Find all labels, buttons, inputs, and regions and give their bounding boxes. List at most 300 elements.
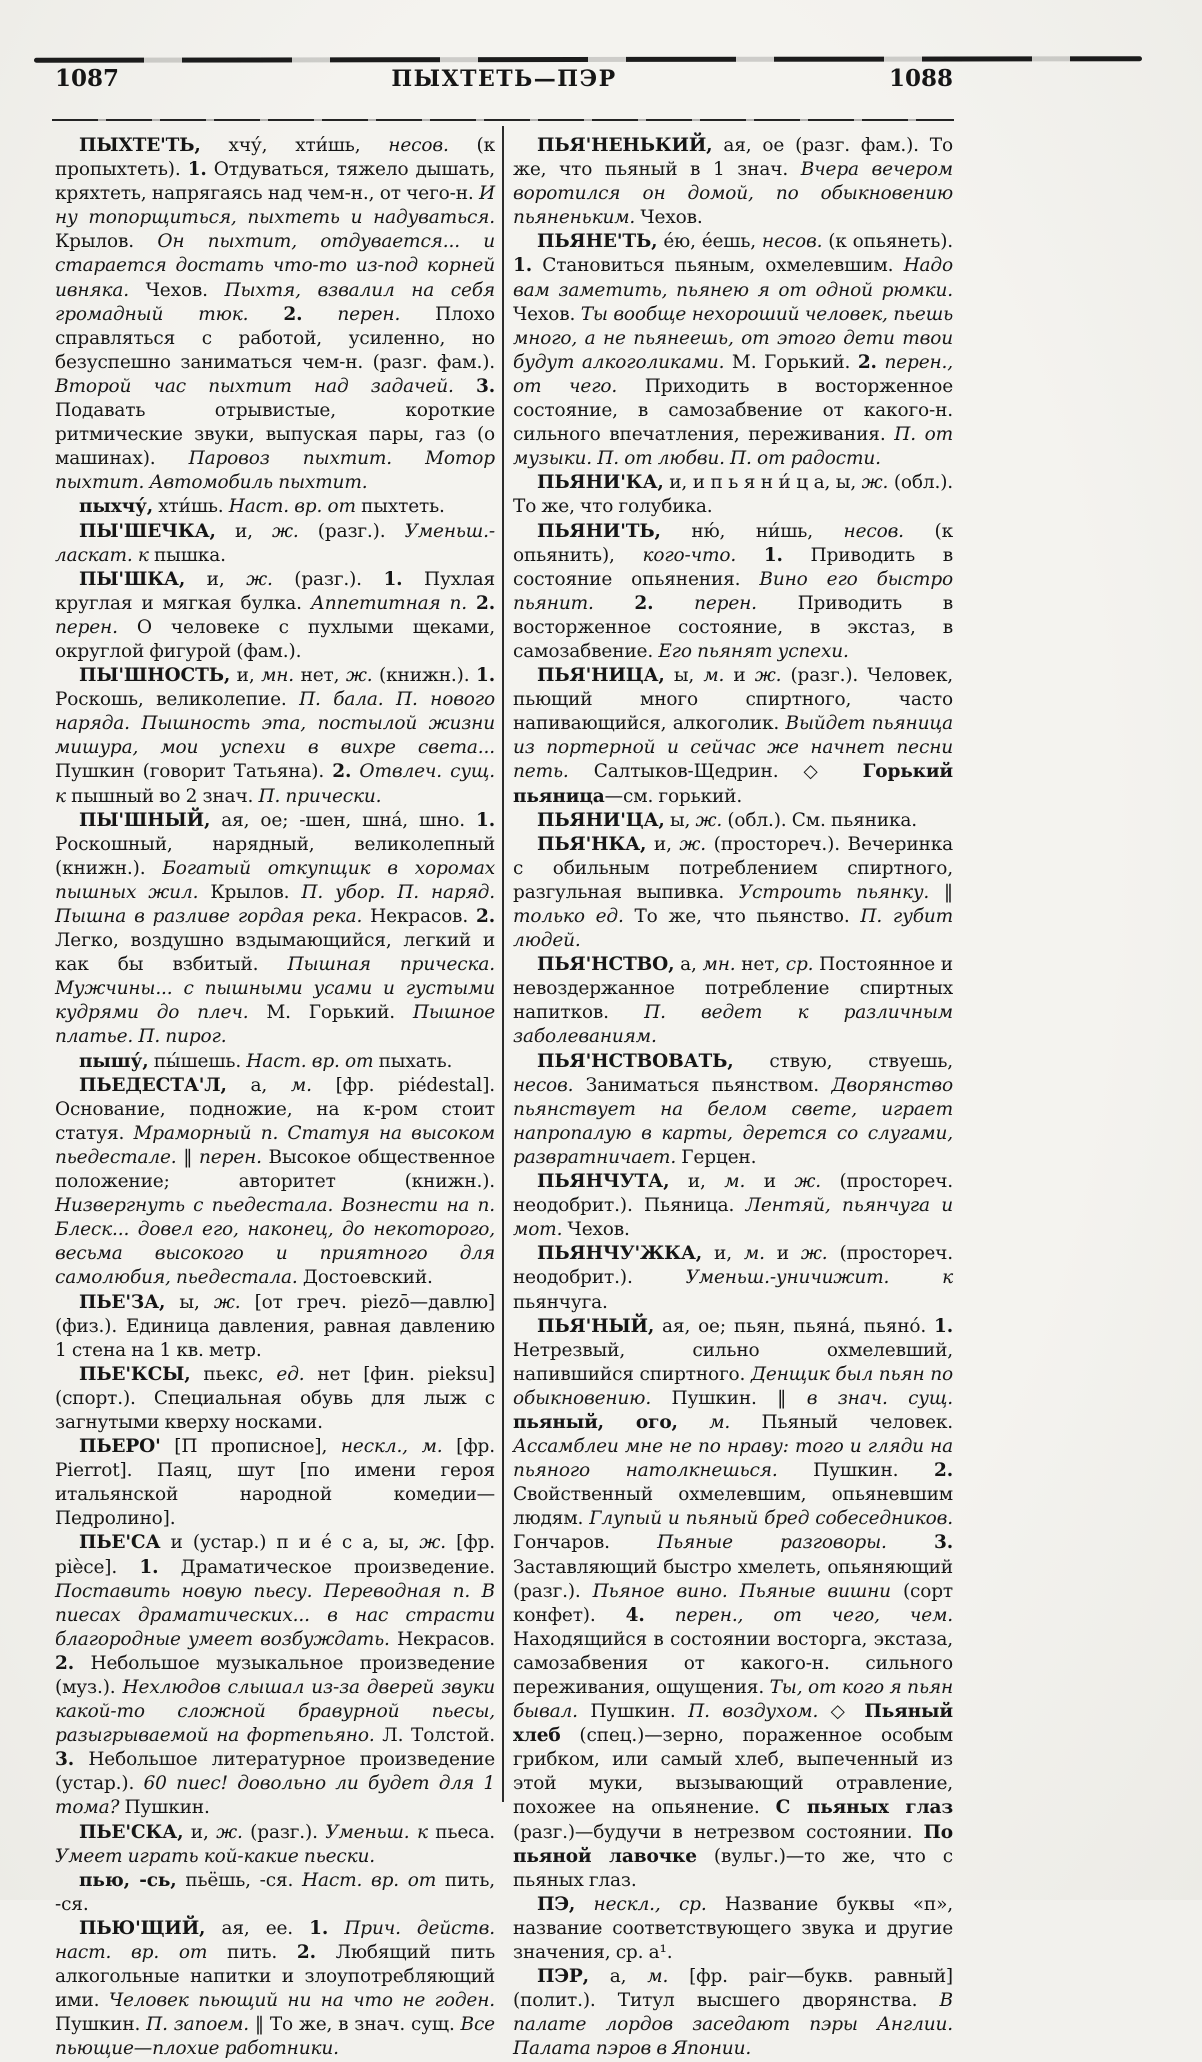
entry-segment: ая, ое; -шен, шна́, шно. [210,809,476,831]
entry-segment: Драматическое произведение. [158,1556,496,1578]
entry-segment [736,545,764,566]
entry-segment: ед. [276,1363,305,1385]
entry-segment: ж. [246,568,273,590]
entry-segment [467,593,476,614]
entry-segment: м. [724,1171,746,1193]
entry-segment: Выйдет пьяница из портерной и сейчас же начнет песни петь. [513,713,953,783]
dictionary-entry [55,1074,495,1291]
entry-segment: (простореч. неодобрит.). [513,1243,953,1289]
entry-segment: П. от музыки. П. от любви. П. от радости. [513,424,954,470]
entry-segment: перен. [199,1146,262,1168]
entry-segment: Крылов. [55,231,158,253]
entry-segment: ПЭР, [537,1966,589,1988]
scan-artifact-line [34,56,1142,63]
entry-segment: м. [703,665,725,687]
running-head: ПЫХТЕТЬ—ПЭР [391,66,617,92]
entry-segment: [фр. pair—букв. равный] (полит.). Титул высшего дворянства. [513,1966,953,2012]
dictionary-entry [513,953,953,1049]
entry-segment: ПЭ, [537,1893,576,1915]
entry-segment: только ед. [513,906,624,927]
dictionary-entry [513,809,953,833]
dictionary-entry [513,1242,953,1314]
entry-segment: Нетрезвый, сильно охмелевший, напившийся спиртного. [513,1339,953,1385]
entry-segment: Крылов. [198,881,302,903]
entry-segment: ая, ое (разг. фам.). То же, что пьяный в 1 знач. [513,135,953,181]
entry-segment: Пьяный хлеб [513,1701,953,1747]
entry-segment: Ассамблеи мне не по нраву: того и гляди на пьяного натолкнешься. [513,1436,953,1482]
dictionary-entry [55,1291,495,1363]
entry-segment: ПЬЯ'НЫЙ, [537,1315,655,1337]
entry-segment: несов. [388,135,449,156]
dictionary-entry [55,1821,495,1869]
entry-segment: 1. [383,568,403,590]
page-header [55,66,953,92]
entry-segment: Чехов. [635,207,703,229]
entry-segment: несов. [513,1074,574,1096]
entry-segment: ‖ [176,1146,200,1168]
entry-segment: Нехлюдов слышал из-за дверей звуки какой-то сложной бравурной пьесы, разыгрываемой на фортепьяно. [55,1677,495,1747]
entry-segment: Пушкин. [577,1701,689,1723]
entry-segment: хчу́, хти́шь, [200,135,389,156]
entry-segment: ПЬЕ'СКА, [79,1821,184,1843]
entry-segment: Поставить новую пьесу. Переводная п. В пиесах драматических... в нас страсти благородные умеет возбуждать. [55,1580,495,1650]
entry-segment: и, [215,520,273,542]
entry-segment: пы́шешь. [148,1050,247,1072]
entry-segment: [фр. pièce]. [55,1532,495,1578]
entry-segment: 60 пиес! довольно ли будет для 1 тома? [55,1773,495,1819]
entry-segment: ж. [213,1291,241,1313]
entry-segment [328,1918,344,1939]
entry-segment: ПЫХТЕ'ТЬ, [79,135,201,156]
entry-segment: (разг.). [242,1821,326,1843]
entry-segment: П. прически. [258,785,382,807]
dictionary-entry [513,1965,953,2061]
entry-segment: [от греч. piezō—давлю] (физ.). Единица давления, равная давлению 1 стена на 1 кв. метр. [55,1291,495,1361]
entry-segment: Чехов. [513,303,581,325]
entry-segment [575,1894,593,1915]
entry-segment: 2. [857,351,877,373]
entry-segment: м. [647,1966,669,1988]
entry-segment: 1. [309,1917,329,1939]
entry-segment: ая, ее. [205,1917,310,1939]
entry-segment: и, [646,833,680,855]
entry-segment: хти́шь. [153,496,229,518]
entry-segment [887,1532,934,1553]
entry-segment: ы, [664,809,696,831]
entry-segment: (простореч.). Вечеринка с обильным потреблением спиртного, разгульная выпивка. [513,833,953,903]
dictionary-entry [513,833,953,953]
entry-segment: ПЬЕ'ЗА, [79,1291,166,1313]
entry-segment: —см. горький. [604,785,743,807]
entry-segment: 2. [296,1942,316,1964]
entry-segment: и, [183,1821,217,1843]
entry-segment [653,593,694,614]
entry-segment: Находящийся в состоянии восторга, экстаза, самозабвения от какого-н. сильного переживания, ощущения. [513,1628,953,1698]
entry-segment: Пышная прическа. Мужчины... с пышными усами и густыми кудрями до плеч. [55,954,496,1024]
dictionary-entry [55,809,495,1050]
dictionary-entry [513,520,953,665]
entry-segment: нет, [735,954,786,976]
entry-segment [248,304,283,325]
entry-segment: По пьяной лавочке [513,1821,953,1867]
entry-segment: Аппетитная п. [310,592,468,614]
page-number-left: 1087 [55,65,120,92]
entry-segment: ж. [679,833,707,855]
entry-segment: Он пыхтит, отдувается... и старается достать что-то из-под корней ивняка. [55,231,495,301]
entry-segment: нет [фин. pieksu] (спорт.). Специальная обувь для лыж с загнутыми кверху носками. [55,1363,495,1433]
entry-segment: ср. [785,954,814,976]
entry-segment: То же, что пьянство. [623,906,861,927]
entry-segment: Подавать отрывистые, короткие ритмические звуки, выпуская пары, газ (о машинах). [55,400,495,470]
entry-segment: 1. [475,809,495,831]
entry-segment: Глупый и пьяный бред собеседников. [589,1508,953,1530]
entry-segment: Заниматься пьянством. [573,1074,832,1096]
dictionary-entry [55,1435,495,1531]
entry-segment: Уменьш.-ласкат. к [55,520,495,566]
entry-segment [678,1412,709,1433]
entry-segment: Достоевский. [297,1267,433,1289]
left-column [55,134,496,2060]
entry-segment: ПЬЯ'НСТВОВАТЬ, [537,1050,734,1072]
entry-segment: Плохо справляться с работой, усиленно, но безуспешно заниматься чем-н. (разг. фам.). [55,303,496,373]
entry-segment: ПЬЯНИ'КА, [537,472,664,494]
entry-segment: Любящий пить алкогольные напитки и злоупотребляющий ими. [55,1942,495,2012]
entry-segment: кого-что. [642,544,737,566]
entry-segment: Его пьянят успехи. [658,640,849,662]
entry-segment: м. [709,1411,731,1433]
dictionary-entry [55,1050,495,1074]
entry-segment: нескл., м. [340,1436,443,1458]
entry-segment [645,1605,675,1626]
header-rule [52,119,954,121]
entry-segment: ‖ То же, в знач. сущ. [249,2014,461,2036]
entry-segment: (разг.)—будучи в нетрезвом состоянии. [513,1821,924,1843]
entry-segment: Пьяные разговоры. [657,1532,887,1554]
entry-segment: ПЬЯНЕ'ТЬ, [537,231,658,253]
entry-segment: ПЫ'ШКА, [79,568,186,590]
entry-segment: перен., от чего. [513,351,953,397]
entry-segment: ПЬЕ'КСЫ, [79,1363,191,1385]
entry-segment: Постоянное и невоздержанное потребление спиртных напитков. [513,954,953,1024]
entry-segment: П. воздухом. [688,1701,819,1723]
dictionary-entry [55,495,495,519]
entry-segment: (к пропыхтеть). [55,135,495,181]
entry-segment: ая, ое; пьян, пьяна́, пьяно́. [654,1315,934,1337]
entry-segment: Паровоз пыхтит. Мотор пыхтит. Автомобиль пыхтит. [55,448,495,494]
entry-segment: Мраморный п. Статуя на высоком пьедестале. [55,1122,495,1168]
entry-segment: ПЬЯ'НЕНЬКИЙ, [537,135,713,156]
entry-segment: ж. [272,520,299,542]
entry-segment: Чехов. [562,1219,630,1241]
entry-segment: Денщик был пьян по обыкновению. [513,1363,953,1409]
entry-segment: пьянчуга. [513,1291,608,1313]
entry-segment: перен. [694,592,757,614]
entry-segment: [фр. Pierrot]. Паяц, шут [по имени героя итальянской народной комедии—Педролино]. [55,1436,495,1530]
entry-segment: Пыхтя, взвалил на себя громадный тюк. [55,279,495,325]
right-column [513,134,954,2060]
entry-segment: В палате лордов заседают пэры Англии. Палата пэров в Японии. [513,1990,953,2060]
entry-segment: и, [702,1243,744,1265]
entry-segment: 3. [475,375,495,397]
entry-segment: 1. [513,255,533,277]
entry-segment: Человек пьющий ни на что не годен. [108,1990,495,2012]
entry-segment: ПЬЕРО' [79,1436,161,1458]
entry-segment: ж. [794,1171,821,1193]
dictionary-entry [513,1893,953,1965]
entry-segment: 3. [933,1532,953,1554]
entry-segment: ПЬЕДЕСТА'Л, [79,1074,227,1096]
dictionary-entry [513,471,953,519]
entry-segment: (книжн.). [372,665,476,687]
entry-segment: Вчера вечером воротился он домой, по обыкновению пьяненьким. [513,159,953,229]
entry-segment: несов. [761,231,823,253]
entry-segment: ж. [345,665,373,687]
entry-segment: (спец.)—зерно, пораженное особым грибком, или самый хлеб, выпеченный из этой муки, вызывающий отравление, похожее на опьянение. [513,1725,953,1819]
entry-segment: ж. [861,472,889,494]
entry-segment: 4. [625,1604,645,1626]
entry-segment: 2. [475,906,495,927]
entry-segment: ◇ [818,1701,865,1723]
entry-segment: Некрасов. [389,1628,495,1650]
entry-segment: (сорт конфет). [513,1580,953,1626]
entry-segment: (разг.). [298,520,405,542]
entry-segment: Низвергнуть с пьедестала. Вознести на п. Блеск... довел его, наконец, до некоторого, весьма высокого и приятного для самолюбия, пьедестала. [55,1195,495,1289]
entry-segment: ж. [695,809,723,831]
entry-segment: 2. [634,592,654,614]
entry-segment: (вульг.)—то же, что с пьяных глаз. [513,1845,953,1891]
entry-segment: в знач. сущ. [806,1387,953,1409]
entry-segment: Пушкин. [55,2014,147,2036]
entry-segment: Приводить в состояние опьянения. [513,544,953,590]
entry-segment: Роскошный, нарядный, великолепный (книжн.). [55,833,495,879]
entry-segment: Небольшое музыкальное произведение (муз.). [55,1652,495,1698]
entry-segment: Пушкин. ‖ [651,1387,807,1409]
entry-segment: Ты вообще нехороший человек, пьешь много, а не пьянеешь, от этого дети твои будут алкоголиками. [513,303,953,373]
entry-segment: ПЬЯ'НКА, [537,833,647,855]
entry-segment: пышный во 2 знач. [65,785,259,807]
entry-segment: пить. [207,1942,297,1964]
entry-segment: Название буквы «п», название соответствующего звука и другие значения, ср. а¹. [513,1893,953,1964]
entry-segment: 1. [933,1315,953,1337]
entry-segment: Надо вам заметить, пьянею я от одной рюмки. [513,255,953,301]
entry-segment: Отвлеч. сущ. к [55,761,496,807]
entry-segment: нет, [294,665,346,687]
entry-segment: 1. [475,665,495,687]
entry-segment: М. Горький. [724,351,858,373]
entry-segment: 2. [933,1460,953,1482]
entry-segment: ствую, ствуешь, [733,1050,953,1072]
entry-segment: ПЫ'ШЕЧКА, [79,520,216,542]
entry-segment: Гончаров. [513,1532,658,1554]
entry-segment: Приводить в восторженное состояние, в экстаз, в самозабвение. [513,592,954,662]
entry-segment: м. [290,1074,312,1096]
entry-segment: пьеса. [427,1821,496,1843]
entry-segment: и [724,665,755,687]
entry-segment [594,593,635,614]
entry-segment: Богатый откупщик в хоромах пышных жил. [55,857,495,903]
entry-segment: и, [185,568,247,590]
entry-segment: Ты, от кого я пьян бывал. [513,1677,954,1723]
entry-segment: ПЬЯ'НИЦА, [537,665,665,687]
entry-segment: мн. [702,954,736,976]
dictionary-entry [55,1531,495,1820]
entry-segment: Приходить в восторженное состояние, в самозабвение от какого-н. сильного впечатления, переживания. [513,375,953,446]
entry-segment: перен., от чего, чем. [674,1604,953,1626]
entry-segment: пыхать. [373,1050,453,1072]
dictionary-entry [513,230,953,471]
entry-segment: Наст. вр. от [228,496,356,518]
entry-segment: Пышное платье. П. пирог. [55,1002,495,1048]
entry-segment: Заставляющий быстро хмелеть, опьяняющий (разг.). [513,1556,953,1602]
entry-segment: Вино его быстро пьянит. [513,568,953,614]
dictionary-entry [55,568,495,664]
entry-segment: ы, [165,1291,214,1313]
entry-segment: м. [743,1243,765,1265]
dictionary-entry [513,1170,953,1242]
entry-segment: Пушкин (говорит Татьяна). [55,761,333,783]
entry-segment: ню́, ни́шь, [660,520,844,542]
entry-segment: перен. [337,303,401,325]
entry-segment: ПЬЯНЧУТА, [537,1171,670,1193]
entry-segment: Салтыков-Щедрин. ◇ [568,761,863,783]
entry-segment: ПЬЕ'СА [79,1532,161,1554]
entry-segment: Отдуваться, тяжело дышать, кряхтеть, напрягаясь над чем-н., от чего-н. [55,159,495,205]
entry-segment: а, [588,1966,648,1988]
dictionary-entry [55,1363,495,1435]
entry-segment: и [745,1171,795,1193]
entry-segment: 1. [139,1556,159,1578]
entry-segment: (простореч. неодобрит.). Пьяница. [513,1171,954,1217]
dictionary-entry [513,1050,953,1170]
entry-segment [302,304,337,325]
entry-segment: а, [226,1074,291,1096]
entry-segment: несов. [843,520,904,542]
entry-segment: е́ю, е́ешь, [657,231,762,253]
entry-segment: П. ведет к различным заболеваниям. [513,1002,953,1048]
entry-segment: О человеке с пухлыми щеками, округлой фигурой (фам.). [55,616,495,662]
entry-segment: и [764,1243,801,1265]
entry-segment: пыхтеть. [355,496,445,518]
entry-segment: ПЬЯНИ'ЦА, [537,809,665,831]
entry-segment: (разг.). Человек, пьющий много спиртного, часто напивающийся, алкоголик. [513,665,953,735]
entry-segment: пить, -ся. [55,1869,495,1915]
entry-segment: ПЬЮ'ЩИЙ, [79,1917,206,1939]
entry-segment: пышу́, [79,1050,149,1072]
entry-segment: пью, -сь, [79,1869,177,1891]
entry-segment: Дворянство пьянствует на белом свете, играет напропалую в карты, дерется со слугами, развратничает. [513,1074,953,1168]
entry-segment: ПЬЯНИ'ТЬ, [537,520,661,542]
dictionary-entry [55,1869,495,1917]
entry-segment: 2. [55,1652,75,1674]
entry-segment: ж. [800,1243,828,1265]
entry-segment: ПЬЯНЧУ'ЖКА, [537,1243,703,1265]
entry-segment: [П прописное], [160,1436,341,1458]
entry-segment: 2. [475,592,495,614]
entry-segment: Уменьш.-уничижит. к [685,1267,953,1289]
entry-segment: пьекс, [190,1363,277,1385]
dictionary-entry [55,134,495,495]
entry-segment: Прич. действ. наст. вр. от [55,1917,495,1964]
dictionary-entry [513,1315,953,1893]
entry-segment: пьёшь, -ся. [176,1869,302,1891]
entry-segment: М. Горький. [248,1002,413,1024]
entry-segment: пышка. [148,544,226,566]
entry-segment: 2. [332,761,352,783]
dictionary-entry [513,664,953,809]
dictionary-entry [55,664,495,809]
entry-segment: Пушкин. [119,1797,210,1819]
entry-segment: Некрасов. [362,906,476,927]
entry-segment: П. запоем. [146,2014,250,2036]
entry-segment: П. губит людей. [513,906,953,952]
entry-segment: П. бала. П. нового наряда. Пышность эта, постылой жизни мишура, мои успехи в вихре света... [55,689,495,759]
entry-segment: П. убор. П. наряд. Пышна в разливе гордая река. [55,881,495,927]
entry-segment: ы, [664,665,704,687]
entry-segment: ж. [754,665,782,687]
entry-segment: Чехов. [129,279,225,301]
entry-segment: ПЬЯ'НСТВО, [537,954,675,976]
entry-segment [454,376,476,397]
entry-segment: ж. [216,1821,243,1843]
entry-segment: Устроить пьянку. [738,881,930,903]
entry-segment: И ну топорщиться, пыхтеть и надуваться. [55,183,495,229]
entry-segment: Пьяное вино. Пьяные вишни [592,1580,891,1602]
page-number-right: 1088 [888,65,953,92]
entry-segment: Наст. вр. от [246,1050,374,1072]
entry-segment: Небольшое литературное произведение (устар.). [55,1749,495,1795]
entry-segment: а, [674,954,703,976]
entry-segment: Горький пьяница [513,761,953,807]
entry-segment: Пьяный человек. [730,1411,954,1433]
entry-segment: 2. [283,303,303,325]
entry-segment: и, [669,1171,725,1193]
entry-segment: (обл.). То же, что голубика. [513,472,954,518]
entry-segment: перен. [55,616,118,638]
entry-segment: мн. [261,665,295,687]
dictionary-entry [55,520,495,568]
entry-segment: Уменьш. к [325,1821,428,1843]
entry-segment: Герцен. [676,1146,757,1168]
entry-segment: Наст. вр. от [302,1869,437,1891]
entry-segment: 1. [763,544,783,566]
entry-segment: Все пьющие—плохие работники. [55,2014,495,2060]
entry-segment: Роскошь, великолепие. [55,689,300,711]
entry-segment: Легко, воздушно вздымающийся, легкий и как бы взбитый. [55,930,495,976]
entry-segment: Умеет играть кой-какие пьески. [55,1845,376,1867]
entry-segment: Пушкин. [777,1460,934,1482]
entry-segment: пьяный, ого, [513,1411,678,1433]
entry-segment: С пьяных глаз [775,1797,953,1819]
entry-segment: и, и п ь я н и́ ц а, ы, [663,472,862,494]
text-columns [55,134,954,2060]
entry-segment: ПЫ'ШНОСТЬ, [79,665,231,687]
entry-segment: ПЫ'ШНЫЙ, [79,809,211,831]
entry-segment: Свойственный охмелевшим, опьяневшим людям. [513,1484,953,1530]
entry-segment: (к опьянеть). [822,231,953,253]
entry-segment: ‖ [929,881,953,903]
entry-segment: Второй час пыхтит над задачей. [55,375,454,397]
entry-segment: 3. [55,1749,75,1771]
entry-segment: нескл., ср. [593,1893,707,1915]
entry-segment: Лентяй, пьянчуга и мот. [513,1195,953,1241]
entry-segment: (обл.). См. пьяника. [722,809,917,831]
dictionary-entry [513,134,953,230]
entry-segment: ж. [419,1532,447,1554]
entry-segment: Пухлая круглая и мягкая булка. [55,568,495,614]
entry-segment: пыхчу́, [79,496,154,518]
entry-segment: Л. Толстой. [374,1725,495,1747]
entry-segment: (разг.). [272,568,384,590]
